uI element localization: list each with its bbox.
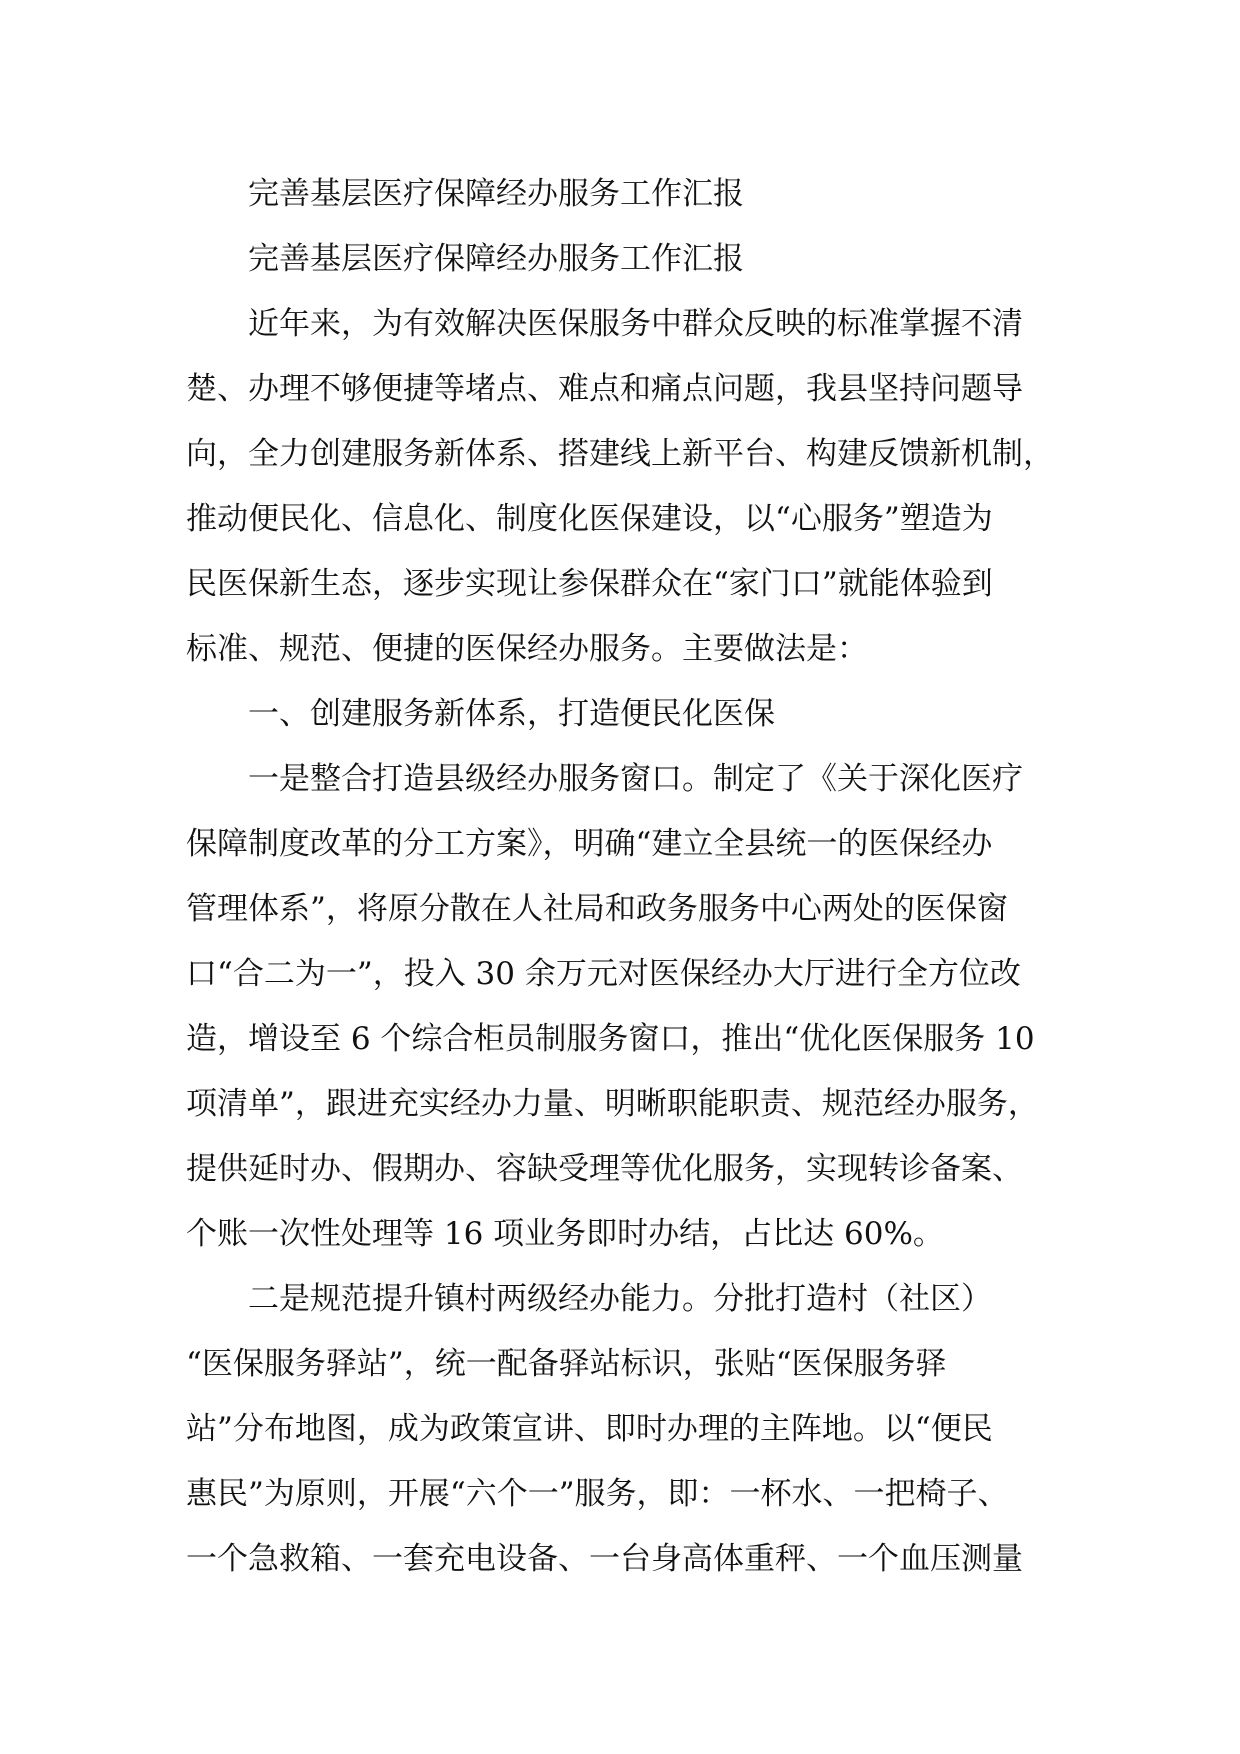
paragraph-line: “医保服务驿站”，统一配备驿站标识，张贴“医保服务驿	[186, 1346, 947, 1382]
paragraph-line: 向，全力创建服务新体系、搭建线上新平台、构建反馈新机制，	[186, 436, 1054, 472]
paragraph-line: 推动便民化、信息化、制度化医保建设，以“心服务”塑造为	[186, 501, 993, 537]
paragraph-line: 近年来，为有效解决医保服务中群众反映的标准掌握不清	[248, 306, 1023, 342]
paragraph-line: 站”分布地图，成为政策宣讲、即时办理的主阵地。以“便民	[186, 1411, 993, 1447]
section-heading: 一、创建服务新体系，打造便民化医保	[248, 696, 775, 732]
paragraph-line: 管理体系”，将原分散在人社局和政务服务中心两处的医保窗	[186, 891, 1008, 927]
paragraph-line: 口“合二为一”，投入 30 余万元对医保经办大厅进行全方位改	[186, 956, 1021, 992]
document-subtitle: 完善基层医疗保障经办服务工作汇报	[248, 241, 744, 277]
paragraph-line: 惠民”为原则，开展“六个一”服务，即：一杯水、一把椅子、	[186, 1476, 1009, 1512]
document-body	[186, 162, 1066, 1592]
document-title: 完善基层医疗保障经办服务工作汇报	[248, 176, 744, 212]
paragraph-line: 保障制度改革的分工方案》，明确“建立全县统一的医保经办	[186, 826, 993, 862]
paragraph-line: 标准、规范、便捷的医保经办服务。主要做法是：	[186, 631, 868, 667]
paragraph-line: 楚、办理不够便捷等堵点、难点和痛点问题，我县坚持问题导	[186, 371, 1023, 407]
paragraph-line: 项清单”，跟进充实经办力量、明晰职能职责、规范经办服务，	[186, 1086, 1039, 1122]
paragraph-line: 一个急救箱、一套充电设备、一台身高体重秤、一个血压测量	[186, 1541, 1023, 1577]
paragraph-line: 民医保新生态，逐步实现让参保群众在“家门口”就能体验到	[186, 566, 993, 602]
paragraph-line: 提供延时办、假期办、容缺受理等优化服务，实现转诊备案、	[186, 1151, 1023, 1187]
paragraph-line: 个账一次性处理等 16 项业务即时办结，占比达 60%。	[186, 1216, 944, 1252]
paragraph-line: 造，增设至 6 个综合柜员制服务窗口，推出“优化医保服务 10	[186, 1021, 1035, 1057]
paragraph-line: 二是规范提升镇村两级经办能力。分批打造村（社区）	[248, 1281, 992, 1317]
paragraph-line: 一是整合打造县级经办服务窗口。制定了《关于深化医疗	[248, 761, 1023, 797]
